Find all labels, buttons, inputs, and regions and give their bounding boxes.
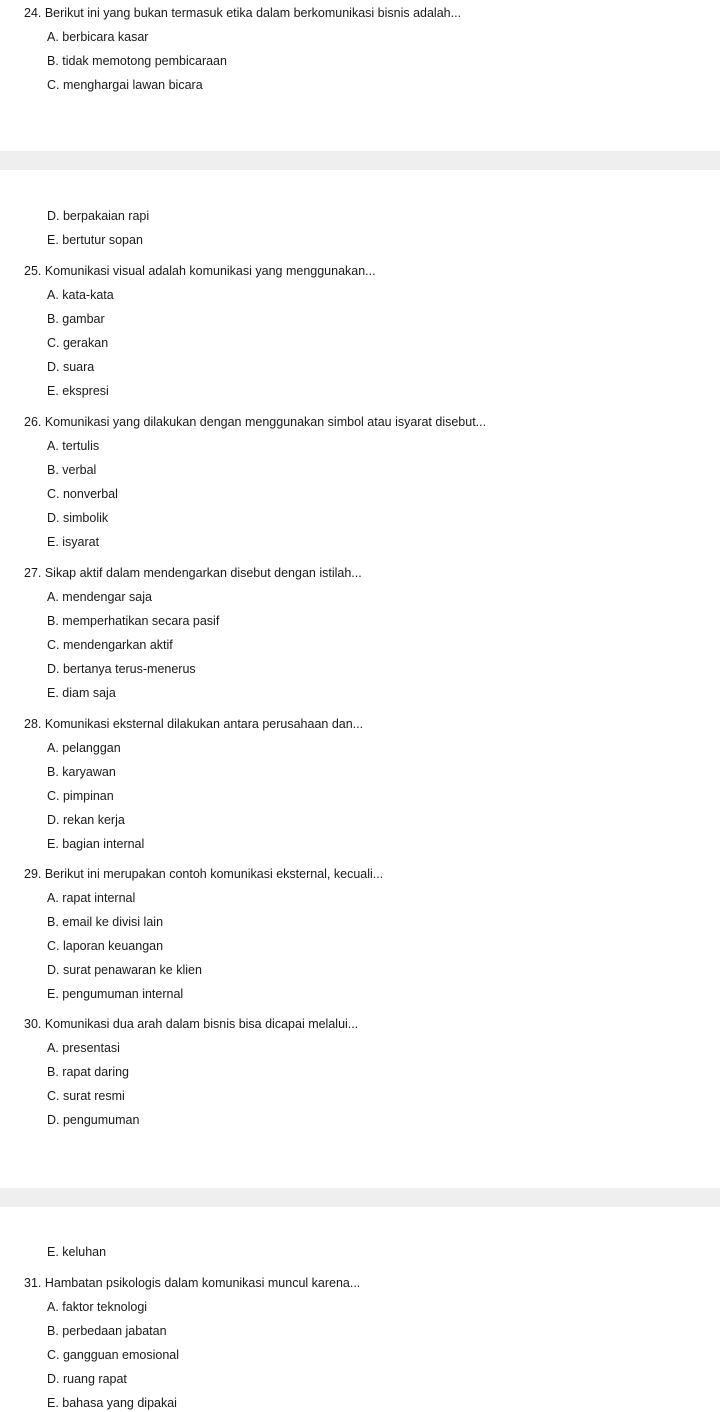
question-30-option-e: E. keluhan bbox=[47, 1245, 107, 1259]
question-27-option-b: B. memperhatikan secara pasif bbox=[47, 614, 220, 628]
page-separator-band bbox=[0, 151, 720, 170]
question-24-option-a: A. berbicara kasar bbox=[47, 30, 149, 44]
question-28-option-a: A. pelanggan bbox=[47, 741, 121, 755]
question-28-text: 28. Komunikasi eksternal dilakukan antara perusahaan dan... bbox=[24, 717, 364, 731]
question-26-option-e: E. isyarat bbox=[47, 535, 100, 549]
question-24-option-e: E. bertutur sopan bbox=[47, 233, 143, 247]
question-27-text: 27. Sikap aktif dalam mendengarkan disebut dengan istilah... bbox=[24, 566, 362, 580]
question-26-option-d: D. simbolik bbox=[47, 511, 109, 525]
question-31-option-a: A. faktor teknologi bbox=[47, 1300, 148, 1314]
question-26-option-b: B. verbal bbox=[47, 463, 97, 477]
question-30-option-b: B. rapat daring bbox=[47, 1065, 129, 1079]
question-27-option-e: E. diam saja bbox=[47, 686, 116, 700]
question-24-option-d: D. berpakaian rapi bbox=[47, 209, 150, 223]
question-29-option-d: D. surat penawaran ke klien bbox=[47, 963, 202, 977]
question-29-option-a: A. rapat internal bbox=[47, 891, 136, 905]
question-25-option-c: C. gerakan bbox=[47, 336, 109, 350]
question-28-option-e: E. bagian internal bbox=[47, 837, 145, 851]
question-27-option-a: A. mendengar saja bbox=[47, 590, 152, 604]
question-29-option-e: E. pengumuman internal bbox=[47, 987, 184, 1001]
question-26-option-c: C. nonverbal bbox=[47, 487, 118, 501]
question-26-option-a: A. tertulis bbox=[47, 439, 100, 453]
question-28-option-d: D. rekan kerja bbox=[47, 813, 125, 827]
question-31-option-c: C. gangguan emosional bbox=[47, 1348, 180, 1362]
question-25-text: 25. Komunikasi visual adalah komunikasi yang menggunakan... bbox=[24, 264, 376, 278]
question-28-option-b: B. karyawan bbox=[47, 765, 116, 779]
question-25-option-d: D. suara bbox=[47, 360, 95, 374]
question-30-option-a: A. presentasi bbox=[47, 1041, 120, 1055]
question-26-text: 26. Komunikasi yang dilakukan dengan menggunakan simbol atau isyarat disebut... bbox=[24, 415, 487, 429]
question-27-option-d: D. bertanya terus-menerus bbox=[47, 662, 196, 676]
question-31-option-e: E. bahasa yang dipakai bbox=[47, 1396, 177, 1410]
question-29-option-c: C. laporan keuangan bbox=[47, 939, 164, 953]
question-24-text: 24. Berikut ini yang bukan termasuk etika dalam berkomunikasi bisnis adalah... bbox=[24, 6, 462, 20]
question-24-option-c: C. menghargai lawan bicara bbox=[47, 78, 203, 92]
question-28-option-c: C. pimpinan bbox=[47, 789, 114, 803]
question-31-option-b: B. perbedaan jabatan bbox=[47, 1324, 167, 1338]
question-24-option-b: B. tidak memotong pembicaraan bbox=[47, 54, 227, 68]
question-30-text: 30. Komunikasi dua arah dalam bisnis bisa dicapai melalui... bbox=[24, 1017, 359, 1031]
question-27-option-c: C. mendengarkan aktif bbox=[47, 638, 173, 652]
question-29-text: 29. Berikut ini merupakan contoh komunikasi eksternal, kecuali... bbox=[24, 867, 384, 881]
question-25-option-b: B. gambar bbox=[47, 312, 105, 326]
question-25-option-a: A. kata-kata bbox=[47, 288, 114, 302]
question-30-option-c: C. surat resmi bbox=[47, 1089, 125, 1103]
question-31-option-d: D. ruang rapat bbox=[47, 1372, 127, 1386]
question-25-option-e: E. ekspresi bbox=[47, 384, 109, 398]
question-30-option-d: D. pengumuman bbox=[47, 1113, 140, 1127]
question-29-option-b: B. email ke divisi lain bbox=[47, 915, 164, 929]
page-separator-band bbox=[0, 1188, 720, 1207]
question-31-text: 31. Hambatan psikologis dalam komunikasi muncul karena... bbox=[24, 1276, 361, 1290]
